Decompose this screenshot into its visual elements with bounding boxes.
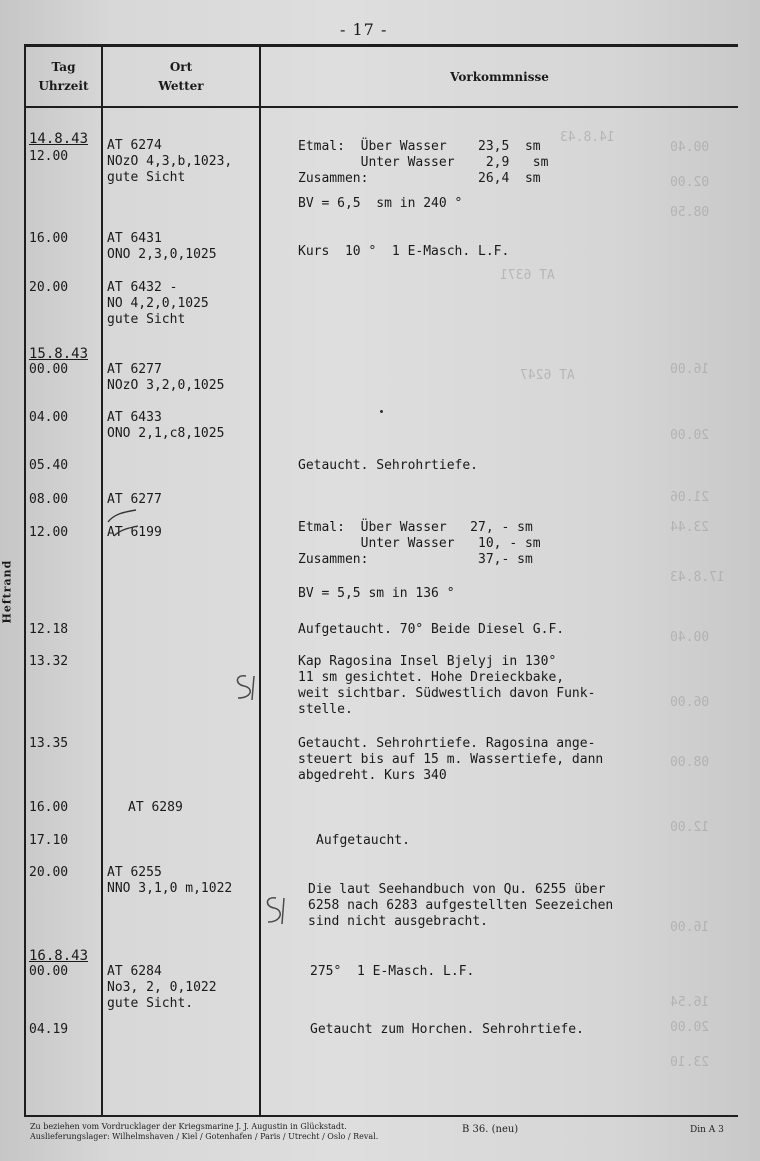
entry-time: 20.00 [29, 865, 69, 880]
pen-mark [104, 500, 144, 540]
entry-ort: AT 6277 [107, 492, 162, 507]
header-ort: Ort [169, 60, 193, 74]
left-border [24, 44, 26, 1116]
header-vorkommnisse: Vorkommnisse [450, 70, 549, 84]
entry-time: 13.32 [29, 654, 69, 669]
header-tag: Tag [51, 60, 76, 74]
bleed-through-decoration: 17.8.43 [670, 570, 725, 585]
table-bottom-rule [24, 1115, 738, 1117]
bleed-through-decoration: 21.06 [670, 490, 710, 505]
entry-time: 13.35 [29, 736, 69, 751]
entry-ort: AT 6432 - NO 4,2,0,1025 gute Sicht [107, 280, 209, 327]
bleed-through-decoration: 12.00 [670, 820, 710, 835]
stray-mark [380, 410, 383, 413]
bleed-through-decoration: 20.00 [670, 428, 710, 443]
entry-ort: AT 6199 [107, 525, 162, 540]
entry-date: 15.8.43 [29, 346, 89, 362]
entry-vorkommnisse: Getaucht zum Horchen. Sehrohrtiefe. [310, 1022, 584, 1037]
bleed-through-decoration: 00.40 [670, 140, 710, 155]
entry-time: 12.00 [29, 525, 69, 540]
entry-vorkommnisse: Etmal: Über Wasser 23,5 sm Unter Wasser 2,9 sm Zusammen: 26,4 sm [298, 139, 549, 186]
entry-time: 20.00 [29, 280, 69, 295]
bleed-through-decoration: 16.00 [670, 920, 710, 935]
entry-date: 14.8.43 [29, 131, 89, 147]
footer-form-number: B 36. (neu) [462, 1124, 519, 1135]
entry-ort: AT 6284 No3, 2, 0,1022 gute Sicht. [107, 964, 217, 1011]
entry-time: 08.00 [29, 492, 69, 507]
bleed-through-decoration: 14.8.43 [560, 130, 615, 145]
entry-ort: AT 6289 [128, 800, 183, 815]
table-top-rule [24, 44, 738, 47]
entry-ort: AT 6274 NOzO 4,3,b,1023, gute Sicht [107, 138, 233, 185]
bleed-through-decoration: 23.10 [670, 1055, 710, 1070]
bleed-through-decoration: 06.00 [670, 695, 710, 710]
entry-time: 04.00 [29, 410, 69, 425]
entry-time: 12.00 [29, 149, 69, 164]
bleed-through-decoration: 08.50 [670, 205, 710, 220]
header-ort-wetter [103, 58, 259, 96]
bleed-through-decoration: 02.00 [670, 175, 710, 190]
entry-time: 04.19 [29, 1022, 69, 1037]
entry-time: 00.00 [29, 964, 69, 979]
entry-vorkommnisse: BV = 6,5 sm in 240 ° [298, 196, 463, 211]
footer-publisher [30, 1122, 450, 1142]
header-tag-uhrzeit [26, 58, 101, 96]
entry-time: 00.00 [29, 362, 69, 377]
footer-line-1: Zu beziehen vom Vordrucklager der Kriegsmarine J. J. Augustin in Glückstadt. [30, 1122, 347, 1131]
bleed-through-decoration: 20.00 [670, 1020, 710, 1035]
entry-time: 12.18 [29, 622, 69, 637]
bleed-through-decoration: AT 6371 [500, 268, 555, 283]
handwritten-initials [262, 894, 292, 932]
footer-line-2: Auslieferungslager: Wilhelmshaven / Kiel / Gotenhafen / Paris / Utrecht / Oslo / Reval. [30, 1132, 379, 1141]
initials-mark-2 [262, 894, 292, 926]
entry-vorkommnisse: Getaucht. Sehrohrtiefe. Ragosina ange- steuert bis auf 15 m. Wassertiefe, dann abgedreht. Kurs 340 [298, 736, 604, 783]
bleed-through-decoration: AT 6247 [520, 368, 575, 383]
entry-ort: AT 6431 ONO 2,3,0,1025 [107, 231, 217, 262]
page-number: - 17 - [340, 20, 388, 39]
header-wetter: Wetter [158, 79, 204, 93]
entry-vorkommnisse: Getaucht. Sehrohrtiefe. [298, 458, 479, 473]
entry-vorkommnisse: 275° 1 E-Masch. L.F. [310, 964, 475, 979]
bleed-through-decoration: 00.40 [670, 630, 710, 645]
entry-ort: AT 6433 ONO 2,1,c8,1025 [107, 410, 225, 441]
entry-vorkommnisse: BV = 5,5 sm in 136 ° [298, 586, 455, 601]
entry-ort: AT 6255 NNO 3,1,0 m,1022 [107, 865, 233, 896]
entry-time: 16.00 [29, 800, 69, 815]
entry-vorkommnisse: Aufgetaucht. [316, 833, 410, 848]
bleed-through-decoration: 16.54 [670, 995, 710, 1010]
entry-time: 17.10 [29, 833, 69, 848]
entry-date: 16.8.43 [29, 948, 89, 964]
heftrand-label: Heftrand [0, 559, 14, 624]
entry-vorkommnisse: Die laut Seehandbuch von Qu. 6255 über 6258 nach 6283 aufgestellten Seezeichen sind nicht ausgebracht. [308, 882, 614, 929]
entry-vorkommnisse: Kap Ragosina Insel Bjelyj in 130° 11 sm gesichtet. Hohe Dreieckbake, weit sichtbar. Südwestlich davon Funk- stelle. [298, 654, 596, 717]
footer-paper-size: Din A 3 [690, 1125, 724, 1135]
column-divider-2 [259, 44, 261, 1116]
bleed-through-decoration: 16.00 [670, 362, 710, 377]
column-divider-1 [101, 44, 103, 1116]
entry-time: 05.40 [29, 458, 69, 473]
initials-mark-1 [232, 672, 262, 702]
entry-ort: AT 6277 NOzO 3,2,0,1025 [107, 362, 225, 393]
entry-vorkommnisse: Etmal: Über Wasser 27, - sm Unter Wasser 10, - sm Zusammen: 37,- sm [298, 520, 541, 567]
entry-time: 16.00 [29, 231, 69, 246]
header-uhrzeit: Uhrzeit [38, 79, 89, 93]
entry-vorkommnisse: Aufgetaucht. 70° Beide Diesel G.F. [298, 622, 565, 637]
bleed-through-decoration: 23.44 [670, 520, 710, 535]
handwritten-initials [232, 672, 262, 708]
header-bottom-rule [24, 106, 738, 108]
bleed-through-decoration: 08.00 [670, 755, 710, 770]
entry-vorkommnisse: Kurs 10 ° 1 E-Masch. L.F. [298, 244, 510, 259]
